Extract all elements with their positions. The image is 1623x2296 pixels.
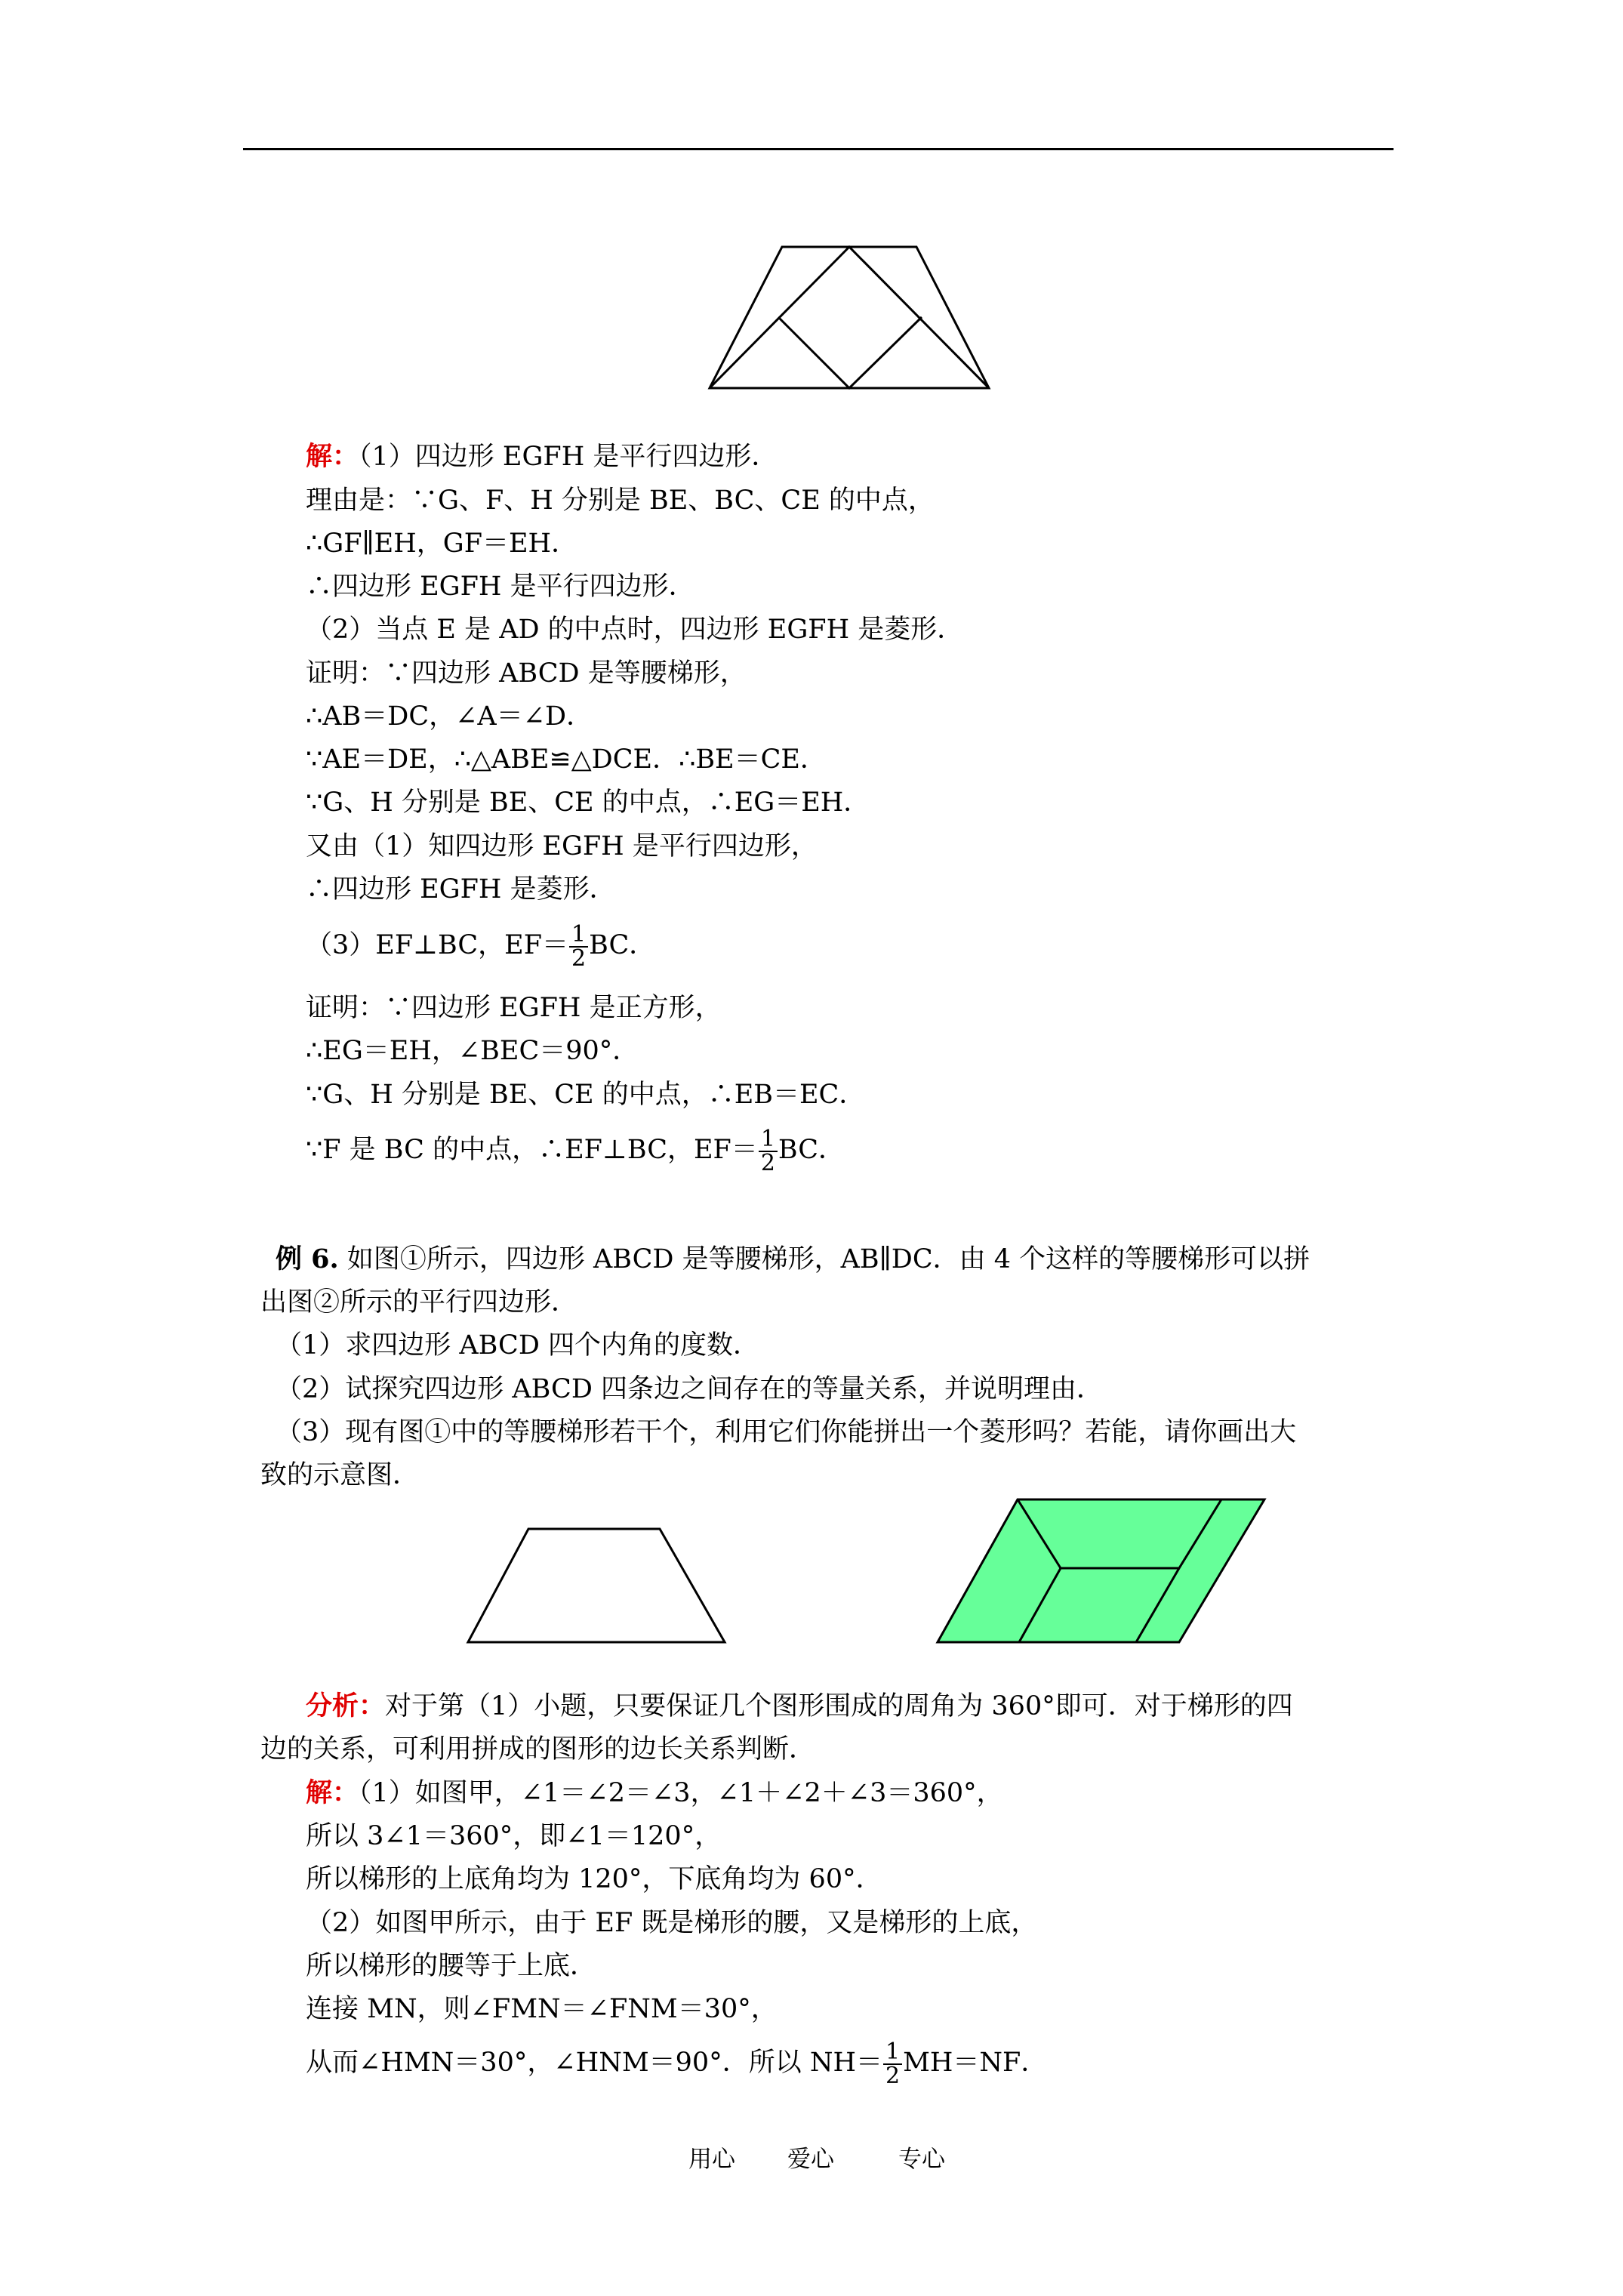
solution-line: ∴GF∥EH，GF＝EH． [306, 529, 578, 559]
analysis-label: 分析： [306, 1690, 386, 1721]
solution-5: 解：（1）四边形 EGFH 是平行四边形． 理由是：∵G、F、H 分别是 BE、BC、CE 的中点， ∴GF∥EH，GF＝EH． ∴四边形 EGFH 是平行四边形． （2）当点 E 是 AD 的中点时，四边形 EGFH 是菱形． 证明：∵四边形 ABCD 是等腰梯形， ∴AB＝DC，∠A＝∠D． ∵AE＝DE，∴△ABE≌△DCE．∴BE＝CE． ∵G、H 分别是 BE、CE 的中点，∴EG＝EH． 又由（1）知四边形 EGFH 是平行四边形， ∴四边形 EGFH 是菱形． （3）EF⊥BC，EF＝ $\frac{1}{2}$ BC． 证明：∵四边形 EGFH 是正方形， ∴EG＝EH，∠BEC＝90°． ∵G、H 分别是 BE、CE 的中点，∴EB＝EC． ∵F 是 BC 的中点，∴EF⊥BC，EF＝ $\frac{1}{2}$ BC． [306, 441, 964, 1176]
solution-line-fraction: （3）EF⊥BC，EF＝ $\frac{1}{2}$ BC． [306, 920, 656, 972]
example-label: 例 6. [276, 1244, 339, 1274]
trapezoid-figure-1 [460, 1521, 732, 1650]
fraction-one-half: $\frac{1}{2}$ [569, 923, 588, 970]
analysis: 分析：对于第（1）小题，只要保证几个图形围成的周角为 360°即可．对于梯形的四 边的关系，可利用拼成的图形的边长关系判断． [260, 1690, 1293, 1764]
solution-line: 证明：∵四边形 EGFH 是正方形， [306, 993, 722, 1023]
solution-label: 解： [306, 1777, 359, 1808]
solution-line: （2）如图甲所示，由于 EF 既是梯形的腰，又是梯形的上底， [306, 1908, 1038, 1938]
solution-line: ∴四边形 EGFH 是菱形． [306, 874, 616, 905]
solution-line: 连接 MN，则∠FMN＝∠FNM＝30°， [306, 1994, 778, 2024]
solution-line: ∴EG＝EH，∠BEC＝90°． [306, 1036, 639, 1066]
solution-label: 解： [306, 441, 359, 472]
example-6: 例 6. 如图①所示，四边形 ABCD 是等腰梯形，AB∥DC．由 4 个这样的等腰梯形可以拼 出图②所示的平行四边形． （1）求四边形 ABCD 四个内角的度数． （2）试探究四边形 ABCD 四条边之间存在的等量关系，并说明理由． （3）现有图①中的等腰梯形若干个，利用它们你能拼出一个菱形吗？若能，请你画出大 致的示意图． [260, 1244, 1310, 1490]
fraction-one-half: $\frac{1}{2}$ [883, 2041, 902, 2088]
solution-line: 证明：∵四边形 ABCD 是等腰梯形， [306, 658, 747, 689]
footer-item: 爱心 [787, 2146, 834, 2173]
solution-line-fraction: 从而∠HMN＝30°，∠HNM＝90°．所以 NH＝ $\frac{1}{2}$ MH＝NF． [306, 2038, 1048, 2089]
solution-line: 所以梯形的上底角均为 120°，下底角均为 60°． [306, 1864, 882, 1894]
header-rule [243, 148, 1394, 150]
footer-item: 专心 [898, 2146, 945, 2173]
question-1: （1）求四边形 ABCD 四个内角的度数． [276, 1330, 760, 1361]
solution-line: 又由（1）知四边形 EGFH 是平行四边形， [306, 831, 818, 861]
question-2: （2）试探究四边形 ABCD 四条边之间存在的等量关系，并说明理由． [276, 1374, 1104, 1404]
analysis-line: 边的关系，可利用拼成的图形的边长关系判断． [260, 1734, 816, 1764]
solution-line: 理由是：∵G、F、H 分别是 BE、BC、CE 的中点， [306, 485, 935, 516]
trapezoid-efgh-figure [698, 242, 1000, 393]
solution-line-fraction: ∵F 是 BC 的中点，∴EF⊥BC，EF＝ $\frac{1}{2}$ BC． [306, 1125, 845, 1176]
solution-line: ∴AB＝DC，∠A＝∠D． [306, 701, 593, 732]
parallelogram-figure-2 [932, 1497, 1272, 1648]
solution-line: （2）当点 E 是 AD 的中点时，四边形 EGFH 是菱形． [306, 615, 964, 645]
solution-line: 所以梯形的腰等于上底． [306, 1951, 597, 1981]
solution-line: 所以 3∠1＝360°，即∠1＝120°， [306, 1821, 722, 1851]
solution-line: ∴四边形 EGFH 是平行四边形． [306, 572, 695, 602]
question-3: （3）现有图①中的等腰梯形若干个，利用它们你能拼出一个菱形吗？若能，请你画出大 [276, 1417, 1297, 1447]
solution-6: 解：（1）如图甲，∠1＝∠2＝∠3，∠1＋∠2＋∠3＝360°， 所以 3∠1＝360°，即∠1＝120°， 所以梯形的上底角均为 120°，下底角均为 60°． （2）如图甲所示，由于 EF 既是梯形的腰，又是梯形的上底， 所以梯形的腰等于上底． 连接 MN，则∠FMN＝∠FNM＝30°， 从而∠HMN＝30°，∠HNM＝90°．所以 NH＝ $\frac{1}{2}$ MH＝NF． [306, 1777, 1048, 2089]
fraction-one-half: $\frac{1}{2}$ [759, 1128, 778, 1175]
solution-line: ∵G、H 分别是 BE、CE 的中点，∴EG＝EH． [306, 787, 870, 818]
footer-item: 用心 [688, 2146, 735, 2173]
question-3-cont: 致的示意图． [260, 1460, 420, 1490]
solution-line: ∵AE＝DE，∴△ABE≌△DCE．∴BE＝CE． [306, 744, 827, 775]
solution-line: ∵G、H 分别是 BE、CE 的中点，∴EB＝EC． [306, 1080, 866, 1110]
example-line: 出图②所示的平行四边形． [260, 1287, 578, 1318]
